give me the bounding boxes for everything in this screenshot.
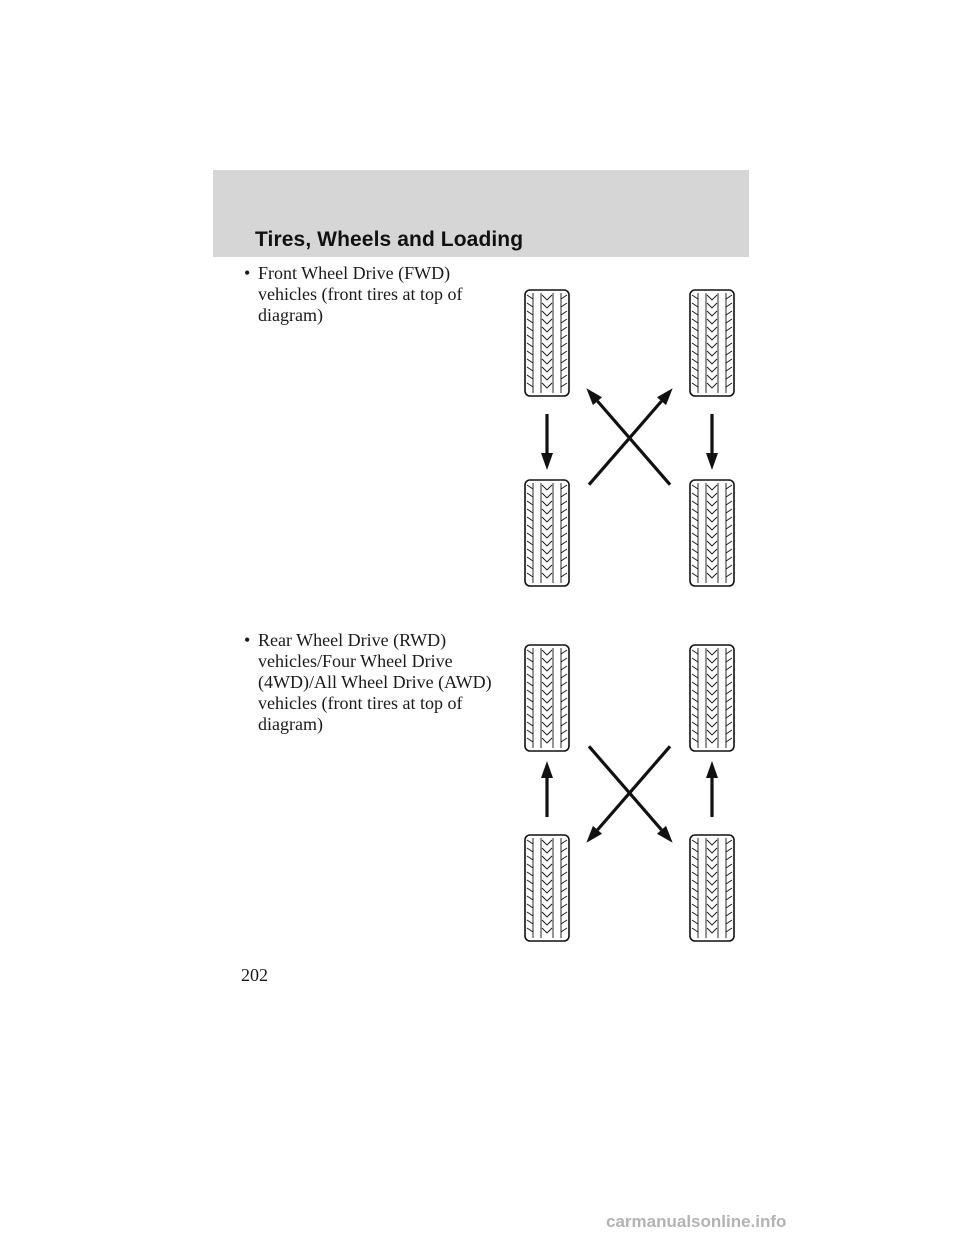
bullet-rwd-text [258,630,498,735]
fwd-rotation-diagram [500,280,760,600]
arrow-front-right-to-rear-right [706,414,718,470]
tire-front-right [690,290,734,396]
bullet-line: vehicles (front tires at top of [258,693,463,713]
bullet-line: vehicles/Four Wheel Drive [258,651,453,671]
tire-rear-right [690,480,734,586]
bullet-dot: • [244,263,251,283]
tire-rear-left [525,835,569,941]
tire-rear-left [525,480,569,586]
bullet-line: vehicles (front tires at top of [258,284,463,304]
tire-front-left [525,645,569,751]
arrow-rear-left-to-front-left [541,761,553,817]
rwd-rotation-diagram [500,635,760,955]
arrow-front-right-to-rear-left [586,746,670,842]
bullet-line: Front Wheel Drive (FWD) [258,263,451,283]
bullet-line: (4WD)/All Wheel Drive (AWD) [258,672,492,692]
tire-front-left [525,290,569,396]
arrow-front-left-to-rear-right [589,746,673,842]
bullet-line: diagram) [258,305,323,325]
arrow-rear-right-to-front-right [706,761,718,817]
page-number: 202 [241,965,268,985]
bullet-line: diagram) [258,714,323,734]
bullet-line: Rear Wheel Drive (RWD) [258,630,447,650]
bullet-fwd-text [258,263,498,326]
tire-rear-right [690,835,734,941]
arrow-rear-left-to-front-right [589,388,673,484]
bullet-dot: • [244,630,251,650]
arrow-rear-right-to-front-left [586,388,670,484]
section-title: Tires, Wheels and Loading [255,228,524,251]
watermark: carmanualsonline.info [606,1212,787,1231]
arrow-front-left-to-rear-left [541,414,553,470]
tire-front-right [690,645,734,751]
